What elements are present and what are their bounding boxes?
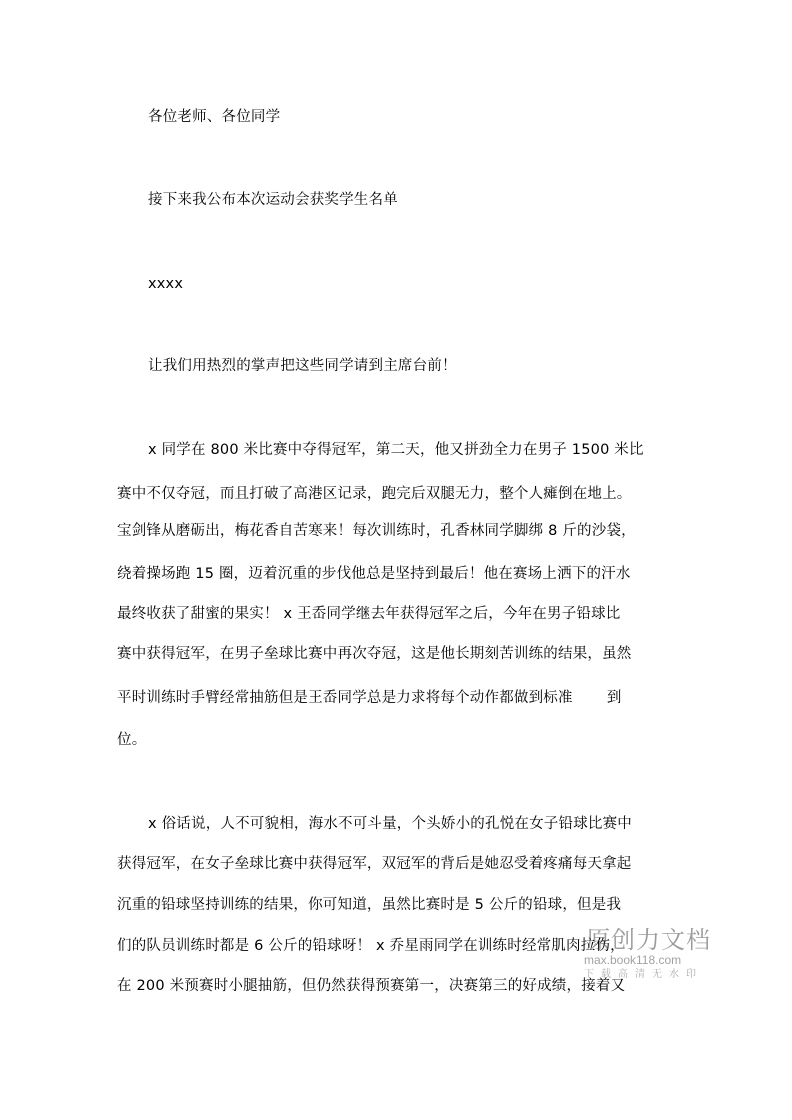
paragraph-line: 赛中获得冠军，在男子垒球比赛中再次夺冠，这是他长期刻苦训练的结果，虽然 [117,646,632,662]
paragraph-line: 最终收获了甜蜜的果实！ x 王岙同学继去年获得冠军之后，今年在男子铅球比 [117,606,621,622]
paragraph-line: x 俗话说，人不可貌相，海水不可斗量，个头娇小的孔悦在女子铅球比赛中 [148,816,632,832]
watermark-subtitle: 下载高清无水印 [584,969,703,980]
announcement-line: 接下来我公布本次运动会获奖学生名单 [148,192,398,208]
watermark-url: max.book118.com [584,953,682,967]
watermark [584,926,714,986]
applause-line: 让我们用热烈的掌声把这些同学请到主席台前！ [148,358,457,374]
paragraph-line: 们的队员训练时都是 6 公斤的铅球呀！ x 乔星雨同学在训练时经常肌肉拉伤， [117,938,625,954]
paragraph-line: 位。 [117,732,147,748]
paragraph-line: 宝剑锋从磨砺出，梅花香自苦寒来！每次训练时，孔香林同学脚绑 8 斤的沙袋， [117,523,636,539]
paragraph-line: 获得冠军，在女子垒球比赛中获得冠军，双冠军的背后是她忍受着疼痛每天拿起 [117,856,632,872]
paragraph-line: 在 200 米预赛时小腿抽筋，但仍然获得预赛第一，决赛第三的好成绩，接着又 [117,978,626,994]
watermark-title: 原创力文档 [586,926,711,954]
paragraph-line: 绕着操场跑 15 圈，迈着沉重的步伐他总是坚持到最后！他在赛场上洒下的汗水 [117,566,631,582]
greeting-line: 各位老师、各位同学 [148,109,281,125]
paragraph-line: x 同学在 800 米比赛中夺得冠军，第二天，他又拼劲全力在男子 1500 米比 [148,442,644,458]
paragraph-line: 沉重的铅球坚持训练的结果，你可知道，虽然比赛时是 5 公斤的铅球，但是我 [117,897,622,913]
paragraph-line: 赛中不仅夺冠，而且打破了高港区记录，跑完后双腿无力，整个人瘫倒在地上。 [117,486,632,502]
placeholder-names-line: xxxx [148,276,184,292]
paragraph-line: 平时训练时手臂经常抽筋但是王岙同学总是力求将每个动作都做到标准 到 [117,690,622,706]
